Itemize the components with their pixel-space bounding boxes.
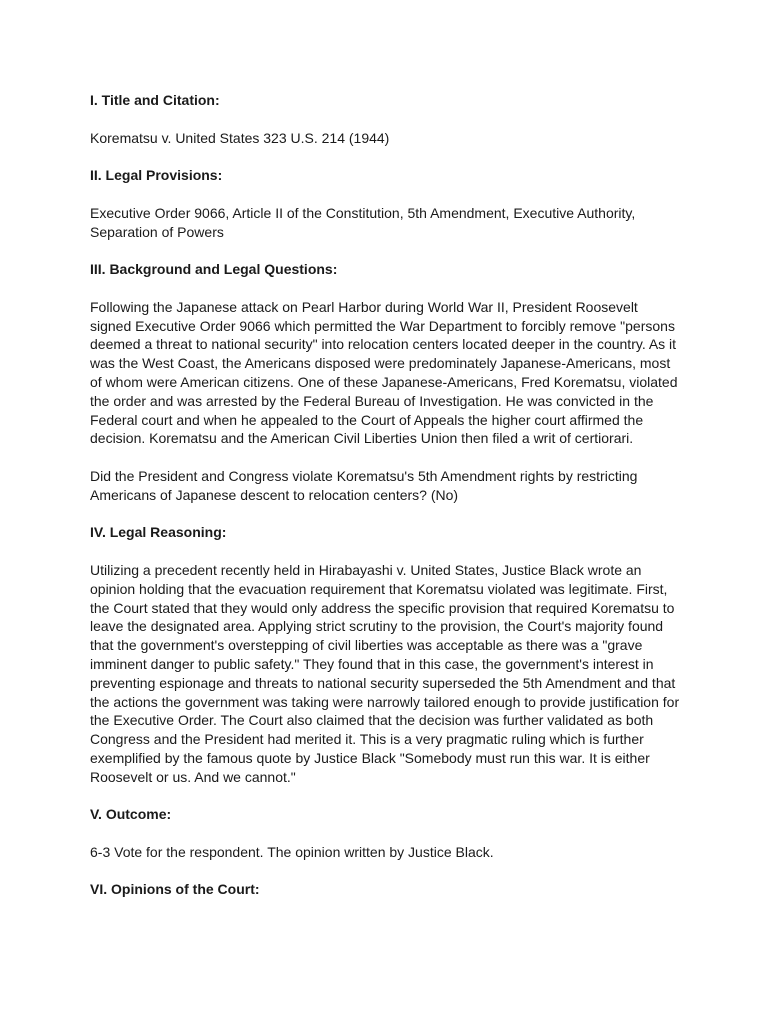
legal-provisions-text: Executive Order 9066, Article II of the Constitution, 5th Amendment, Executive Authority, Separation of Powers bbox=[90, 204, 636, 240]
document-page bbox=[90, 91, 680, 918]
citation-text: Korematsu v. United States 323 U.S. 214 (1944) bbox=[90, 129, 390, 146]
outcome-text: 6-3 Vote for the respondent. The opinion written by Justice Black. bbox=[90, 843, 494, 860]
legal-reasoning-text: Utilizing a precedent recently held in Hirabayashi v. United States, Justice Black wrote an opinion holding that the evacuation requirement that Korematsu violated was legitimate. First, the Court stated that they would only address the specific provision that required Korematsu to leave the designated area. Applying strict scrutiny to the provision, the Court's majority found that the government's overstepping of civil liberties was acceptable as there was a "grave imminent danger to public safety." They found that in this case, the government's interest in preventing espionage and threats to national security superseded the 5th Amendment and that the actions the government was taking were narrowly tailored enough to provide justification for the Executive Order. The Court also claimed that the decision was further validated as both Congress and the President had merited it. This is a very pragmatic ruling which is further exemplified by the famous quote by Justice Black "Somebody must run this war. It is either Roosevelt or us. And we cannot." bbox=[90, 561, 680, 785]
section-heading-opinions: VI. Opinions of the Court: bbox=[90, 881, 260, 898]
section-heading-legal-reasoning: IV. Legal Reasoning: bbox=[90, 524, 227, 541]
background-text: Following the Japanese attack on Pearl Harbor during World War II, President Roosevelt signed Executive Order 9066 which permitted the War Department to forcibly remove "persons deemed a threat to national security" into relocation centers located deeper in the country. As it was the West Coast, the Americans disposed were predominately Japanese-Americans, most of whom were American citizens. One of these Japanese-Americans, Fred Korematsu, violated the order and was arrested by the Federal Bureau of Investigation. He was convicted in the Federal court and when he appealed to the Court of Appeals the higher court affirmed the decision. Korematsu and the American Civil Liberties Union then filed a writ of certiorari. bbox=[90, 298, 678, 447]
legal-question-text: Did the President and Congress violate Korematsu's 5th Amendment rights by restricting Americans of Japanese descent to relocation centers? (No) bbox=[90, 467, 638, 503]
section-heading-background: III. Background and Legal Questions: bbox=[90, 261, 338, 278]
section-heading-title-citation: I. Title and Citation: bbox=[90, 92, 220, 108]
section-heading-outcome: V. Outcome: bbox=[90, 806, 172, 823]
section-heading-legal-provisions: II. Legal Provisions: bbox=[90, 167, 223, 184]
